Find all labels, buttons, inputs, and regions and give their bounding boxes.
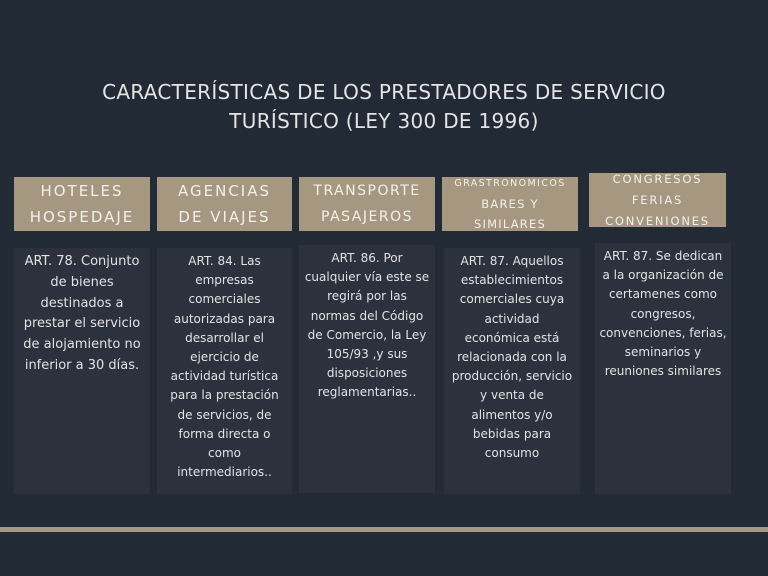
- body-line: cualquier vía este se: [304, 270, 430, 285]
- header-line: AGENCIAS: [178, 182, 271, 200]
- body-line: normas del Código: [310, 308, 424, 323]
- body-line: de Comercio, la Ley: [307, 327, 427, 342]
- body-line: ejercicio de: [190, 350, 259, 365]
- body-line: establecimientos: [460, 273, 564, 288]
- body-line: prestar el servicio: [23, 316, 141, 332]
- body-line: congresos,: [630, 306, 696, 321]
- header-line: HOSPEDAJE: [29, 208, 135, 226]
- body-line: 105/93 ,y sus: [326, 347, 408, 362]
- body-hoteles: [14, 248, 150, 494]
- page-title-line-2: TURÍSTICO (LEY 300 DE 1996): [229, 109, 539, 133]
- header-line: CONGRESOS: [612, 171, 703, 186]
- body-line: disposiciones: [326, 366, 408, 381]
- body-line: consumo: [484, 446, 540, 461]
- body-line: de alojamiento no: [23, 337, 141, 353]
- body-line: bebidas para: [472, 426, 552, 441]
- body-line: reuniones similares: [604, 364, 722, 379]
- body-line: comerciales: [188, 292, 261, 307]
- header-line: DE VIAJES: [178, 208, 271, 226]
- body-line: de servicios, de: [177, 407, 272, 422]
- body-agencias: [157, 248, 292, 494]
- body-line: económica está: [464, 330, 560, 345]
- body-line: desarrollar el: [185, 330, 264, 345]
- header-agencias: [157, 177, 292, 231]
- header-line: TRANSPORTE: [313, 183, 421, 199]
- body-line: relacionada con la: [457, 350, 567, 365]
- body-line: ART. 87. Aquellos: [460, 254, 564, 268]
- body-line: y venta de: [480, 388, 544, 403]
- body-line: inferior a 30 días.: [24, 357, 140, 373]
- body-line: para la prestación: [170, 388, 279, 403]
- body-line: ART. 84. Las: [188, 254, 261, 268]
- body-line: como: [208, 446, 241, 461]
- body-line: convenciones, ferias,: [599, 325, 727, 340]
- body-congresos: [595, 243, 731, 494]
- body-transporte: [299, 245, 435, 493]
- bottom-divider: [0, 527, 768, 532]
- page-title: [0, 78, 768, 136]
- body-line: intermediarios..: [177, 465, 272, 480]
- body-line: alimentos y/o: [471, 407, 553, 422]
- header-line: FERIAS: [631, 192, 684, 207]
- body-line: producción, servicio: [451, 369, 573, 384]
- body-line: forma directa o: [178, 426, 271, 441]
- body-line: seminarios y: [624, 345, 702, 360]
- header-gastronomicos: [442, 177, 578, 231]
- header-line: PASAJEROS: [321, 209, 413, 225]
- header-hoteles: [14, 177, 150, 231]
- header-line: HOTELES: [40, 182, 124, 200]
- body-line: actividad turística: [170, 369, 279, 384]
- header-line: CONVENIONES: [605, 213, 710, 228]
- header-line: SIMILARES: [474, 217, 546, 231]
- header-congresos: [589, 173, 726, 227]
- body-line: ART. 86. Por: [331, 251, 403, 265]
- body-line: ART. 87. Se dedican: [603, 249, 723, 263]
- header-line: GRASTRONOMICOS: [454, 178, 566, 189]
- body-line: empresas: [195, 273, 254, 288]
- body-line: destinados a: [40, 295, 124, 311]
- page-title-line-1: CARACTERÍSTICAS DE LOS PRESTADORES DE SERVICIO: [102, 80, 666, 104]
- body-line: actividad: [484, 311, 540, 326]
- body-line: regirá por las: [327, 289, 407, 304]
- body-line: certamenes como: [608, 287, 718, 302]
- body-line: autorizadas para: [173, 311, 276, 326]
- body-line: de bienes: [50, 274, 114, 290]
- body-line: ART. 78. Conjunto: [24, 254, 140, 269]
- body-line: reglamentarias..: [317, 385, 417, 400]
- body-line: a la organización de: [602, 268, 724, 283]
- header-transporte: [299, 177, 435, 231]
- header-line: BARES Y: [481, 197, 539, 211]
- body-line: comerciales cuya: [459, 292, 565, 307]
- body-gastronomicos: [444, 248, 580, 494]
